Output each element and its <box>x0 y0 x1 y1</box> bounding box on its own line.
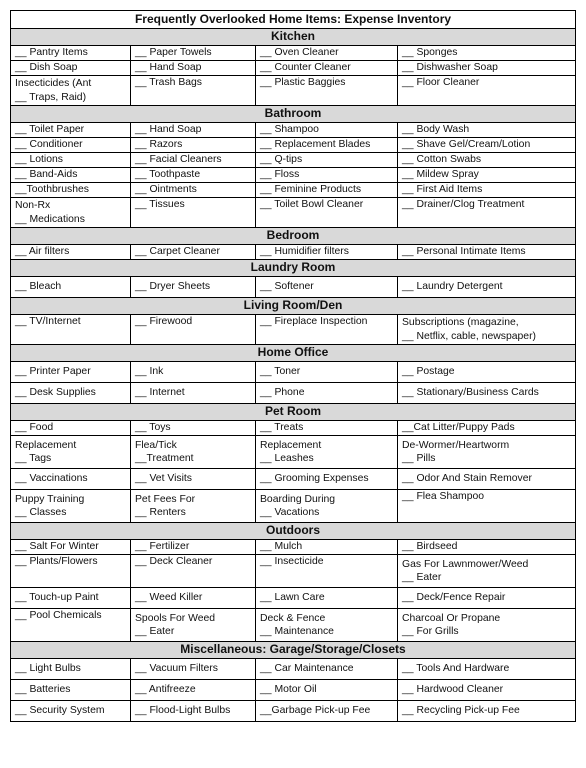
section-title: Bathroom <box>11 106 576 123</box>
checklist-item <box>131 362 256 383</box>
checklist-item <box>256 469 398 490</box>
checklist-item <box>398 609 576 642</box>
checklist-item-label: Non-Rx __ Medications <box>15 200 85 225</box>
checklist-item-label: __ Toys <box>135 422 171 434</box>
checklist-item-label: __ Deck Cleaner <box>135 556 213 567</box>
checklist-item <box>11 168 131 183</box>
item-row <box>11 588 576 609</box>
checklist-item-label: Gas For Lawnmower/Weed __ Eater <box>402 558 529 583</box>
checklist-item <box>256 490 398 523</box>
checklist-item <box>11 153 131 168</box>
checklist-item-label: __ Dishwasher Soap <box>402 62 498 74</box>
checklist-item <box>398 277 576 298</box>
checklist-item <box>11 421 131 436</box>
section-title: Outdoors <box>11 523 576 540</box>
checklist-item-label: __ Hardwood Cleaner <box>402 684 504 696</box>
checklist-item <box>131 277 256 298</box>
checklist-item <box>256 588 398 609</box>
checklist-item-label: Insecticides (Ant __ Traps, Raid) <box>15 78 92 103</box>
checklist-item <box>131 198 256 228</box>
checklist-item-label: __ Ink <box>135 366 164 378</box>
checklist-item-label: __ Plants/Flowers <box>15 556 98 567</box>
checklist-item <box>256 540 398 555</box>
item-row <box>11 198 576 228</box>
section-title: Bedroom <box>11 228 576 245</box>
section-header-row <box>11 298 576 315</box>
checklist-item-label: __ Toner <box>260 366 301 378</box>
checklist-item <box>398 245 576 260</box>
checklist-item-label: __ Toilet Paper <box>15 124 85 136</box>
checklist-item-label: __ Batteries <box>15 684 71 696</box>
checklist-item-label: __ Treats <box>260 422 304 434</box>
checklist-item-label: __ Vacuum Filters <box>135 663 218 675</box>
checklist-item <box>398 555 576 588</box>
checklist-item <box>11 76 131 106</box>
checklist-item <box>131 469 256 490</box>
checklist-item-label: __ Facial Cleaners <box>135 154 222 166</box>
item-row <box>11 421 576 436</box>
section-title: Living Room/Den <box>11 298 576 315</box>
section-header-row <box>11 260 576 277</box>
checklist-item <box>256 183 398 198</box>
page-title: Frequently Overlooked Home Items: Expense Inventory <box>11 11 576 29</box>
checklist-item-label: __Cat Litter/Puppy Pads <box>402 422 515 434</box>
checklist-item-label: __ Trash Bags <box>135 77 203 88</box>
checklist-item <box>398 198 576 228</box>
item-row <box>11 701 576 722</box>
checklist-item <box>398 588 576 609</box>
checklist-item-label: __ Phone <box>260 387 305 399</box>
checklist-item <box>398 469 576 490</box>
checklist-item <box>131 76 256 106</box>
checklist-item-label: __ Body Wash <box>402 124 470 136</box>
checklist-item-label: __ Band-Aids <box>15 169 78 181</box>
item-row <box>11 540 576 555</box>
section-title: Home Office <box>11 345 576 362</box>
item-row <box>11 680 576 701</box>
section-title: Kitchen <box>11 29 576 46</box>
checklist-item-label: __ Feminine Products <box>260 184 362 196</box>
checklist-item <box>11 490 131 523</box>
checklist-item <box>256 138 398 153</box>
item-row <box>11 61 576 76</box>
checklist-item <box>256 362 398 383</box>
checklist-item <box>131 245 256 260</box>
checklist-item-label: __ Touch-up Paint <box>15 592 99 604</box>
checklist-item-label: __ Insecticide <box>260 556 324 567</box>
checklist-item-label: __ Toothpaste <box>135 169 201 181</box>
checklist-item-label: Spools For Weed __ Eater <box>135 612 216 637</box>
checklist-item <box>11 701 131 722</box>
checklist-item-label: __ Carpet Cleaner <box>135 246 220 258</box>
checklist-item <box>256 421 398 436</box>
checklist-item-label: __Toothbrushes <box>15 184 89 196</box>
checklist-item <box>398 168 576 183</box>
checklist-item-label: __ Humidifier filters <box>260 246 349 258</box>
checklist-item <box>131 61 256 76</box>
checklist-item <box>11 46 131 61</box>
checklist-item-label: __ Odor And Stain Remover <box>402 473 532 485</box>
checklist-item-label: __ TV/Internet <box>15 316 81 327</box>
checklist-item-label: __ Dryer Sheets <box>135 281 211 293</box>
checklist-item-label: __ Lawn Care <box>260 592 325 604</box>
checklist-item-label: __ Paper Towels <box>135 47 212 59</box>
checklist-item-label: __ Printer Paper <box>15 366 91 378</box>
checklist-item <box>256 153 398 168</box>
checklist-item-label: __ Conditioner <box>15 139 83 151</box>
checklist-item <box>256 46 398 61</box>
checklist-item <box>131 421 256 436</box>
checklist-item <box>256 315 398 345</box>
checklist-item <box>11 198 131 228</box>
checklist-item-label: Boarding During __ Vacations <box>260 493 336 518</box>
checklist-item-label: Replacement __ Leashes <box>260 439 322 464</box>
item-row <box>11 659 576 680</box>
item-row <box>11 490 576 523</box>
checklist-item <box>11 680 131 701</box>
checklist-item-label: __ Pantry Items <box>15 47 88 59</box>
checklist-item-label: __ Fireplace Inspection <box>260 316 368 327</box>
section-header-row <box>11 106 576 123</box>
section-title: Pet Room <box>11 404 576 421</box>
section-header-row <box>11 29 576 46</box>
checklist-item <box>398 183 576 198</box>
checklist-item-label: __Garbage Pick-up Fee <box>260 705 371 717</box>
checklist-item <box>11 362 131 383</box>
checklist-item <box>131 46 256 61</box>
checklist-item <box>11 469 131 490</box>
checklist-item-label: __ Floor Cleaner <box>402 77 480 88</box>
item-row <box>11 76 576 106</box>
checklist-item-label: __ Air filters <box>15 246 70 258</box>
item-row <box>11 469 576 490</box>
checklist-item-label: __ Pool Chemicals <box>15 610 102 621</box>
checklist-item-label: __ Oven Cleaner <box>260 47 339 59</box>
checklist-item <box>11 540 131 555</box>
section-header-row <box>11 228 576 245</box>
checklist-item-label: __ First Aid Items <box>402 184 483 196</box>
checklist-item <box>11 245 131 260</box>
checklist-item <box>131 609 256 642</box>
checklist-item-label: __ Lotions <box>15 154 63 166</box>
checklist-item <box>131 436 256 469</box>
checklist-item-label: __ Tools And Hardware <box>402 663 510 675</box>
item-row <box>11 383 576 404</box>
checklist-item-label: __ Q-tips <box>260 154 303 166</box>
checklist-item <box>256 168 398 183</box>
checklist-item-label: Deck & Fence __ Maintenance <box>260 612 334 637</box>
checklist-item <box>398 421 576 436</box>
checklist-item-label: __ Shave Gel/Cream/Lotion <box>402 139 531 151</box>
checklist-item <box>398 138 576 153</box>
table-body <box>11 11 576 722</box>
expense-inventory-table <box>10 10 576 722</box>
checklist-item <box>131 588 256 609</box>
checklist-item <box>131 540 256 555</box>
section-title: Laundry Room <box>11 260 576 277</box>
section-header-row <box>11 345 576 362</box>
checklist-item-label: __ Fertilizer <box>135 541 190 553</box>
checklist-item-label: De-Wormer/Heartworm __ Pills <box>402 439 510 464</box>
checklist-item <box>11 659 131 680</box>
checklist-item-label: __ Plastic Baggies <box>260 77 346 88</box>
checklist-item-label: __ Firewood <box>135 316 193 327</box>
checklist-item-label: __ Softener <box>260 281 314 293</box>
item-row <box>11 436 576 469</box>
checklist-item <box>398 540 576 555</box>
item-row <box>11 153 576 168</box>
section-title: Miscellaneous: Garage/Storage/Closets <box>11 642 576 659</box>
checklist-item-label: __ Flea Shampoo <box>402 491 485 502</box>
checklist-item <box>11 315 131 345</box>
checklist-item-label: __ Personal Intimate Items <box>402 246 526 258</box>
checklist-item <box>256 680 398 701</box>
checklist-item-label: __ Dish Soap <box>15 62 78 74</box>
checklist-item <box>398 76 576 106</box>
checklist-item <box>11 277 131 298</box>
checklist-item <box>398 315 576 345</box>
checklist-item-label: __ Security System <box>15 705 105 717</box>
item-row <box>11 555 576 588</box>
checklist-item-label: __ Stationary/Business Cards <box>402 387 539 399</box>
checklist-item-label: __ Sponges <box>402 47 458 59</box>
checklist-item <box>131 701 256 722</box>
checklist-item-label: Replacement __ Tags <box>15 439 77 464</box>
checklist-item-label: Flea/Tick __Treatment <box>135 439 194 464</box>
checklist-item <box>131 490 256 523</box>
section-header-row <box>11 404 576 421</box>
checklist-item-label: __ Food <box>15 422 54 434</box>
checklist-item <box>256 198 398 228</box>
section-header-row <box>11 523 576 540</box>
checklist-item-label: __ Vet Visits <box>135 473 192 485</box>
checklist-item <box>11 609 131 642</box>
item-row <box>11 245 576 260</box>
checklist-item-label: __ Drainer/Clog Treatment <box>402 199 525 210</box>
checklist-item <box>398 383 576 404</box>
checklist-item <box>398 362 576 383</box>
checklist-item-label: __ Salt For Winter <box>15 541 99 553</box>
checklist-item-label: __ Replacement Blades <box>260 139 371 151</box>
checklist-item-label: __ Hand Soap <box>135 62 202 74</box>
checklist-item <box>398 701 576 722</box>
item-row <box>11 183 576 198</box>
checklist-item-label: __ Postage <box>402 366 455 378</box>
checklist-item-label: __ Hand Soap <box>135 124 202 136</box>
checklist-item-label: __ Razors <box>135 139 183 151</box>
title-row <box>11 11 576 29</box>
item-row <box>11 609 576 642</box>
checklist-item <box>11 436 131 469</box>
checklist-item-label: Puppy Training __ Classes <box>15 493 85 518</box>
checklist-item-label: __ Tissues <box>135 199 185 210</box>
checklist-item <box>131 138 256 153</box>
checklist-item-label: __ Antifreeze <box>135 684 196 696</box>
checklist-item <box>256 701 398 722</box>
section-header-row <box>11 642 576 659</box>
checklist-item-label: __ Floss <box>260 169 300 181</box>
checklist-item-label: __ Vaccinations <box>15 473 88 485</box>
checklist-item <box>398 61 576 76</box>
checklist-item-label: __ Light Bulbs <box>15 663 81 675</box>
checklist-item-label: __ Ointments <box>135 184 197 196</box>
checklist-item <box>398 46 576 61</box>
checklist-item <box>131 555 256 588</box>
checklist-item <box>131 315 256 345</box>
item-row <box>11 138 576 153</box>
checklist-item-label: Pet Fees For __ Renters <box>135 493 196 518</box>
checklist-item <box>11 183 131 198</box>
checklist-item-label: __ Shampoo <box>260 124 319 136</box>
checklist-item <box>11 123 131 138</box>
item-row <box>11 362 576 383</box>
checklist-item-label: __ Bleach <box>15 281 62 293</box>
checklist-item <box>256 609 398 642</box>
checklist-item-label: __ Cotton Swabs <box>402 154 482 166</box>
checklist-item <box>398 680 576 701</box>
checklist-item-label: __ Recycling Pick-up Fee <box>402 705 520 717</box>
checklist-item-label: __ Mildew Spray <box>402 169 479 181</box>
checklist-item <box>131 659 256 680</box>
checklist-item-label: __ Mulch <box>260 541 303 553</box>
checklist-item-label: Charcoal Or Propane __ For Grills <box>402 612 501 637</box>
checklist-item <box>131 383 256 404</box>
checklist-item <box>256 123 398 138</box>
checklist-item-label: __ Grooming Expenses <box>260 473 369 485</box>
checklist-item <box>11 555 131 588</box>
checklist-item-label: __ Laundry Detergent <box>402 281 503 293</box>
item-row <box>11 123 576 138</box>
checklist-item <box>256 383 398 404</box>
checklist-item <box>256 277 398 298</box>
checklist-item <box>398 123 576 138</box>
checklist-item <box>398 436 576 469</box>
checklist-item <box>11 588 131 609</box>
checklist-item <box>398 490 576 523</box>
checklist-item <box>256 555 398 588</box>
checklist-item <box>256 659 398 680</box>
checklist-item <box>256 245 398 260</box>
checklist-item <box>398 659 576 680</box>
checklist-item <box>131 680 256 701</box>
checklist-item <box>398 153 576 168</box>
item-row <box>11 168 576 183</box>
checklist-item-label: __ Counter Cleaner <box>260 62 351 74</box>
checklist-item-label: __ Weed Killer <box>135 592 203 604</box>
item-row <box>11 315 576 345</box>
checklist-item <box>256 436 398 469</box>
checklist-item <box>11 383 131 404</box>
checklist-item-label: __ Birdseed <box>402 541 458 553</box>
checklist-item-label: __ Motor Oil <box>260 684 317 696</box>
checklist-item <box>256 76 398 106</box>
checklist-item-label: __ Toilet Bowl Cleaner <box>260 199 364 210</box>
item-row <box>11 277 576 298</box>
checklist-item-label: __ Internet <box>135 387 185 399</box>
item-row <box>11 46 576 61</box>
checklist-item <box>131 183 256 198</box>
checklist-item-label: __ Desk Supplies <box>15 387 96 399</box>
checklist-item-label: __ Deck/Fence Repair <box>402 592 506 604</box>
checklist-item <box>11 61 131 76</box>
checklist-item <box>131 123 256 138</box>
checklist-item <box>131 153 256 168</box>
checklist-item <box>256 61 398 76</box>
checklist-item-label: __ Car Maintenance <box>260 663 354 675</box>
checklist-item <box>131 168 256 183</box>
checklist-item <box>11 138 131 153</box>
checklist-item-label: __ Flood-Light Bulbs <box>135 705 231 717</box>
checklist-item-label: Subscriptions (magazine, __ Netflix, cable, newspaper) <box>402 317 536 342</box>
